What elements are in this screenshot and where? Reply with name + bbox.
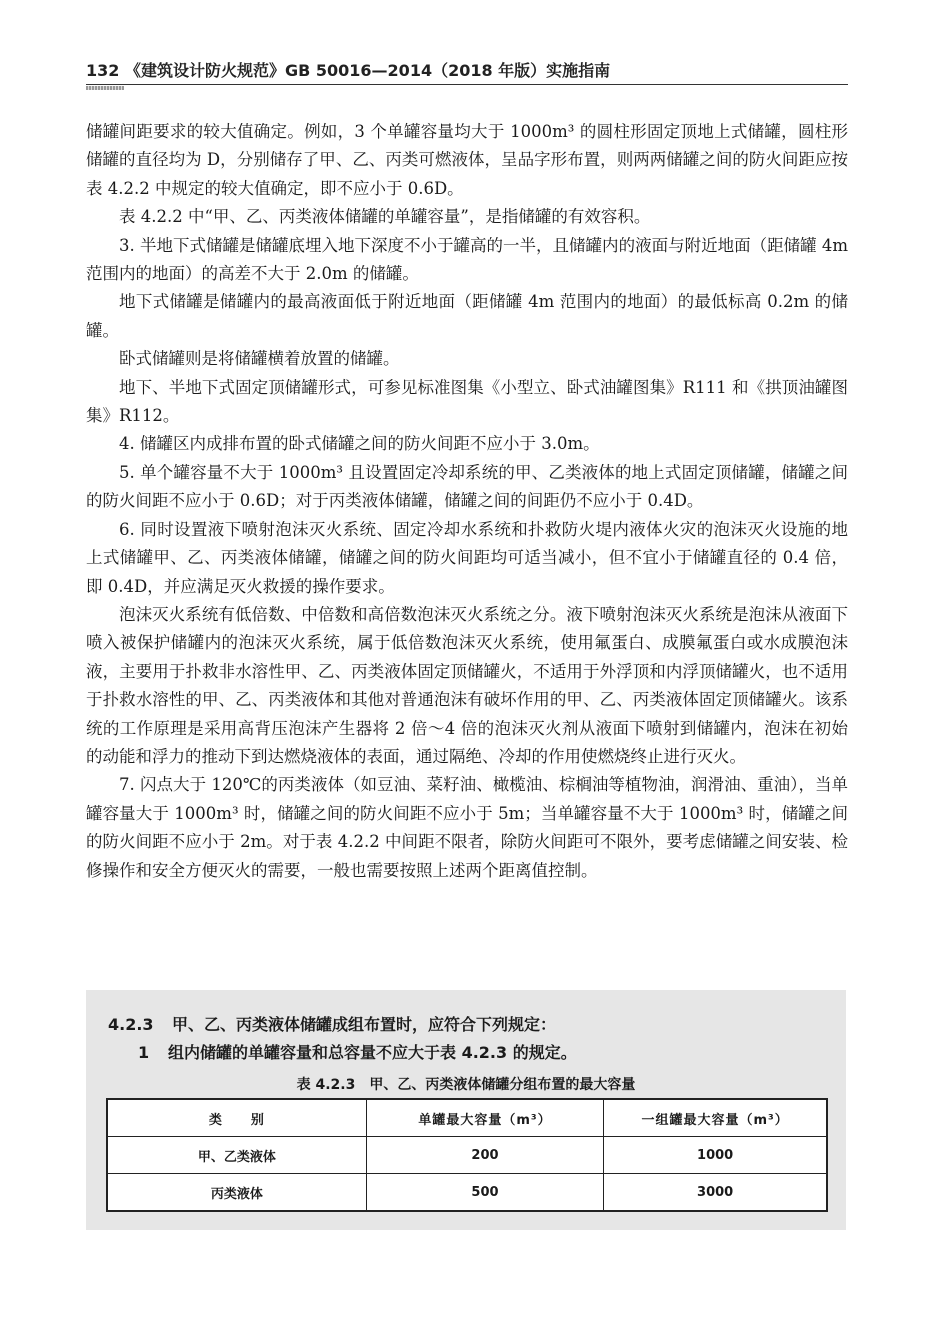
book-title: 《建筑设计防火规范》GB 50016—2014（2018 年版）实施指南 [124, 61, 611, 80]
clause-item [138, 1040, 577, 1063]
table-cell: 500 [366, 1174, 604, 1212]
header-rule [86, 84, 848, 85]
table-row [107, 1137, 827, 1174]
header-single-tank-capacity: 单罐最大容量（m³） [366, 1099, 604, 1137]
running-header [86, 58, 846, 81]
body-paragraph: 3. 半地下式储罐是储罐底埋入地下深度不小于罐高的一半，且储罐内的液面与附近地面（距储罐 4m 范围内的地面）的高差不大于 2.0m 的储罐。 [86, 235, 848, 284]
clause-text: 甲、乙、丙类液体储罐成组布置时，应符合下列规定： [172, 1015, 557, 1034]
capacity-table [106, 1098, 828, 1212]
table-title: 表 4.2.3 甲、乙、丙类液体储罐分组布置的最大容量 [296, 1077, 636, 1093]
page-number: 132 [86, 61, 120, 80]
body-paragraph: 地下、半地下式固定顶储罐形式，可参见标准图集《小型立、卧式油罐图集》R111 和《拱顶油罐图集》R112。 [86, 377, 848, 426]
table-cell: 200 [366, 1137, 604, 1174]
table-cell: 1000 [604, 1137, 827, 1174]
body-paragraph: 地下式储罐是储罐内的最高液面低于附近地面（距储罐 4m 范围内的地面）的最低标高 0.2m 的储罐。 [86, 292, 848, 340]
body-paragraph: 5. 单个罐容量不大于 1000m³ 且设置固定冷却系统的甲、乙类液体的地上式固定顶储罐，储罐之间的防火间距不应小于 0.6D；对于丙类液体储罐，储罐之间的间距仍不应小于 0.4D。 [86, 462, 848, 511]
body-paragraph: 卧式储罐则是将储罐横着放置的储罐。 [119, 349, 400, 369]
clause-number: 4.2.3 [108, 1015, 154, 1034]
table-header-row [107, 1099, 827, 1137]
table-cell: 丙类液体 [107, 1174, 366, 1212]
table-cell: 3000 [604, 1174, 827, 1212]
clause-heading [108, 1012, 556, 1035]
header-category: 类 别 [107, 1099, 366, 1137]
body-paragraph: 储罐间距要求的较大值确定。例如，3 个单罐容量均大于 1000m³ 的圆柱形固定顶地上式储罐，圆柱形储罐的直径均为 D，分别储存了甲、乙、丙类可燃液体，呈品字形布置，则两两储罐之间的防火间距应按表 4.2.2 中规定的较大值确定，即不应小于 0.6D。 [86, 122, 848, 198]
clause-item-text: 组内储罐的单罐容量和总容量不应大于表 4.2.3 的规定。 [168, 1043, 577, 1062]
header-accent-bar [86, 86, 124, 90]
table-row [107, 1174, 827, 1212]
body-paragraph: 4. 储罐区内成排布置的卧式储罐之间的防火间距不应小于 3.0m。 [119, 434, 600, 454]
header-group-capacity: 一组罐最大容量（m³） [604, 1099, 827, 1137]
table-cell: 甲、乙类液体 [107, 1137, 366, 1174]
clause-item-number: 1 [138, 1043, 150, 1062]
body-paragraph: 表 4.2.2 中“甲、乙、丙类液体储罐的单罐容量”，是指储罐的有效容积。 [119, 207, 651, 227]
body-paragraph: 6. 同时设置液下喷射泡沫灭火系统、固定冷却水系统和扑救防火堤内液体火灾的泡沫灭火设施的地上式储罐甲、乙、丙类液体储罐，储罐之间的防火间距均可适当减小，但不宜小于储罐直径的 0.4 倍，即 0.4D，并应满足灭火救援的操作要求。 [86, 519, 848, 596]
body-paragraph: 泡沫灭火系统有低倍数、中倍数和高倍数泡沫灭火系统之分。液下喷射泡沫灭火系统是泡沫从液面下喷入被保护储罐内的泡沫灭火系统，属于低倍数泡沫灭火系统，使用氟蛋白、成膜氟蛋白或水成膜泡沫液，主要用于扑救非水溶性甲、乙、丙类液体固定顶储罐火，不适用于外浮顶和内浮顶储罐火，也不适用于扑救水溶性的甲、乙、丙类液体和其他对普通泡沫有破坏作用的甲、乙、丙类液体固定顶储罐火。该系统的工作原理是采用高背压泡沫产生器将 2 倍～4 倍的泡沫灭火剂从液面下喷射到储罐内，泡沫在初始的动能和浮力的推动下到达燃烧液体的表面，通过隔绝、冷却的作用使燃烧终止进行灭火。 [86, 604, 848, 766]
body-paragraph: 7. 闪点大于 120℃的丙类液体（如豆油、菜籽油、橄榄油、棕榈油等植物油，润滑油、重油），当单罐容量大于 1000m³ 时，储罐之间的防火间距不应小于 5m；当单罐容量不大于 1000m³ 时，储罐之间的防火间距不应小于 2m。对于表 4.2.2 中间距不限者，除防火间距可不限外，要考虑储罐之间安装、检修操作和安全方便灭火的需要，一般也需要按照上述两个距离值控制。 [86, 775, 848, 880]
body-text [86, 118, 848, 885]
